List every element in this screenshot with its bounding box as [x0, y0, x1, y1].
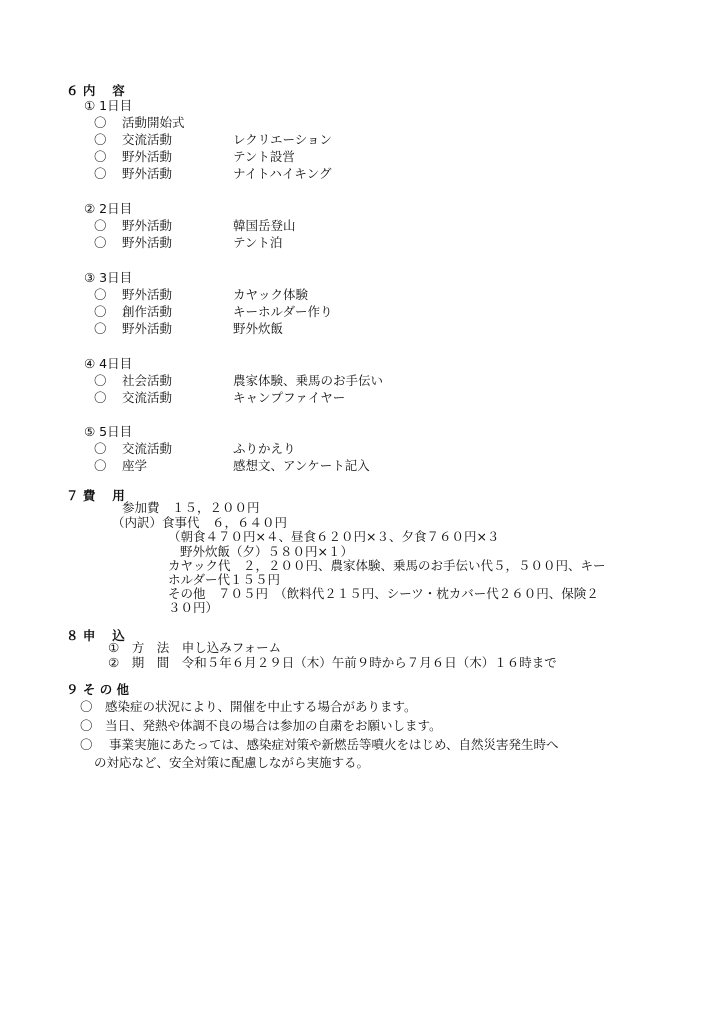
activity-category: 野外活動 — [122, 287, 173, 302]
activity-category: 野外活動 — [122, 218, 173, 233]
fee-breakdown-other-cont: ３０円） — [168, 600, 219, 615]
section-9-heading: ９ そ の 他 — [66, 682, 130, 697]
activity-category: 座学 — [122, 458, 148, 473]
activity-detail: レクリエーション — [233, 132, 333, 147]
bullet-circle: 〇 — [94, 321, 107, 336]
note-safety-cont: の対応など、安全対策に配慮しながら実施する。 — [94, 755, 370, 770]
bullet-circle: 〇 — [94, 166, 107, 181]
section-7-heading: ７ 費 用 — [66, 488, 125, 503]
activity-category: 野外活動 — [122, 149, 173, 164]
fee-breakdown-cookout: 野外炊飯（夕）５８０円×１） — [180, 544, 353, 559]
activity-detail: 野外炊飯 — [233, 321, 284, 336]
application-method: ① 方 法 申し込みフォーム — [108, 640, 282, 655]
note-safety: 〇 事業実施にあたっては、感染症対策や新燃岳等噴火をはじめ、自然災害発生時へ — [80, 737, 559, 752]
activity-detail: カヤック体験 — [233, 287, 309, 302]
activity-category: 野外活動 — [122, 166, 173, 181]
day-title: ⑤ 5日目 — [84, 424, 133, 439]
activity-category: 社会活動 — [122, 373, 173, 388]
bullet-circle: 〇 — [94, 115, 107, 130]
activity-category: 野外活動 — [122, 235, 173, 250]
fee-total: 参加費 １５，２００円 — [122, 500, 260, 515]
day-title: ① 1日目 — [84, 98, 133, 113]
activity-detail: テント設営 — [233, 149, 295, 164]
bullet-circle: 〇 — [94, 287, 107, 302]
activity-category: 交流活動 — [122, 390, 173, 405]
activity-detail: キーホルダー作り — [233, 304, 333, 319]
note-illness: 〇 当日、発熱や体調不良の場合は参加の自粛をお願いします。 — [80, 718, 442, 733]
day-title: ④ 4日目 — [84, 356, 133, 371]
activity-category: 活動開始式 — [122, 115, 185, 130]
fee-breakdown-kayak: カヤック代 ２，２００円、農家体験、乗馬のお手伝い代５，５００円、キー — [168, 558, 606, 573]
activity-detail: テント泊 — [233, 235, 283, 250]
bullet-circle: 〇 — [94, 218, 107, 233]
bullet-circle: 〇 — [94, 373, 107, 388]
bullet-circle: 〇 — [94, 235, 107, 250]
fee-breakdown-other: その他 ７０５円 （飲料代２１５円、シーツ・枕カバー代２６０円、保険２ — [168, 586, 599, 601]
fee-breakdown-meals: （朝食４７０円×４、昼食６２０円×３、夕食７６０円×３ — [168, 529, 500, 544]
activity-detail: 農家体験、乗馬のお手伝い — [233, 373, 384, 388]
fee-breakdown-kayak-cont: ホルダー代１５５円 — [168, 572, 281, 587]
section-6-heading: ６ 内 容 — [66, 83, 125, 98]
activity-detail: 感想文、アンケート記入 — [233, 458, 370, 473]
note-cancellation: 〇 感染症の状況により、開催を中止する場合があります。 — [80, 699, 417, 714]
activity-category: 交流活動 — [122, 132, 173, 147]
bullet-circle: 〇 — [94, 149, 107, 164]
bullet-circle: 〇 — [94, 458, 107, 473]
application-period: ② 期 間 令和５年６月２９日（木）午前９時から７月６日（木）１６時まで — [108, 655, 557, 670]
activity-detail: キャンプファイヤー — [233, 390, 346, 405]
bullet-circle: 〇 — [94, 441, 107, 456]
activity-category: 野外活動 — [122, 321, 173, 336]
activity-detail: ナイトハイキング — [233, 166, 332, 181]
activity-category: 交流活動 — [122, 441, 173, 456]
section-8-heading: ８ 申 込 — [66, 628, 125, 643]
day-title: ③ 3日目 — [84, 270, 133, 285]
activity-detail: ふりかえり — [233, 441, 296, 456]
day-title: ② 2日目 — [84, 201, 133, 216]
activity-detail: 韓国岳登山 — [233, 218, 296, 233]
bullet-circle: 〇 — [94, 132, 107, 147]
fee-breakdown-food: （内訳）食事代 ６，６４０円 — [112, 515, 288, 530]
bullet-circle: 〇 — [94, 304, 107, 319]
bullet-circle: 〇 — [94, 390, 107, 405]
activity-category: 創作活動 — [122, 304, 173, 319]
